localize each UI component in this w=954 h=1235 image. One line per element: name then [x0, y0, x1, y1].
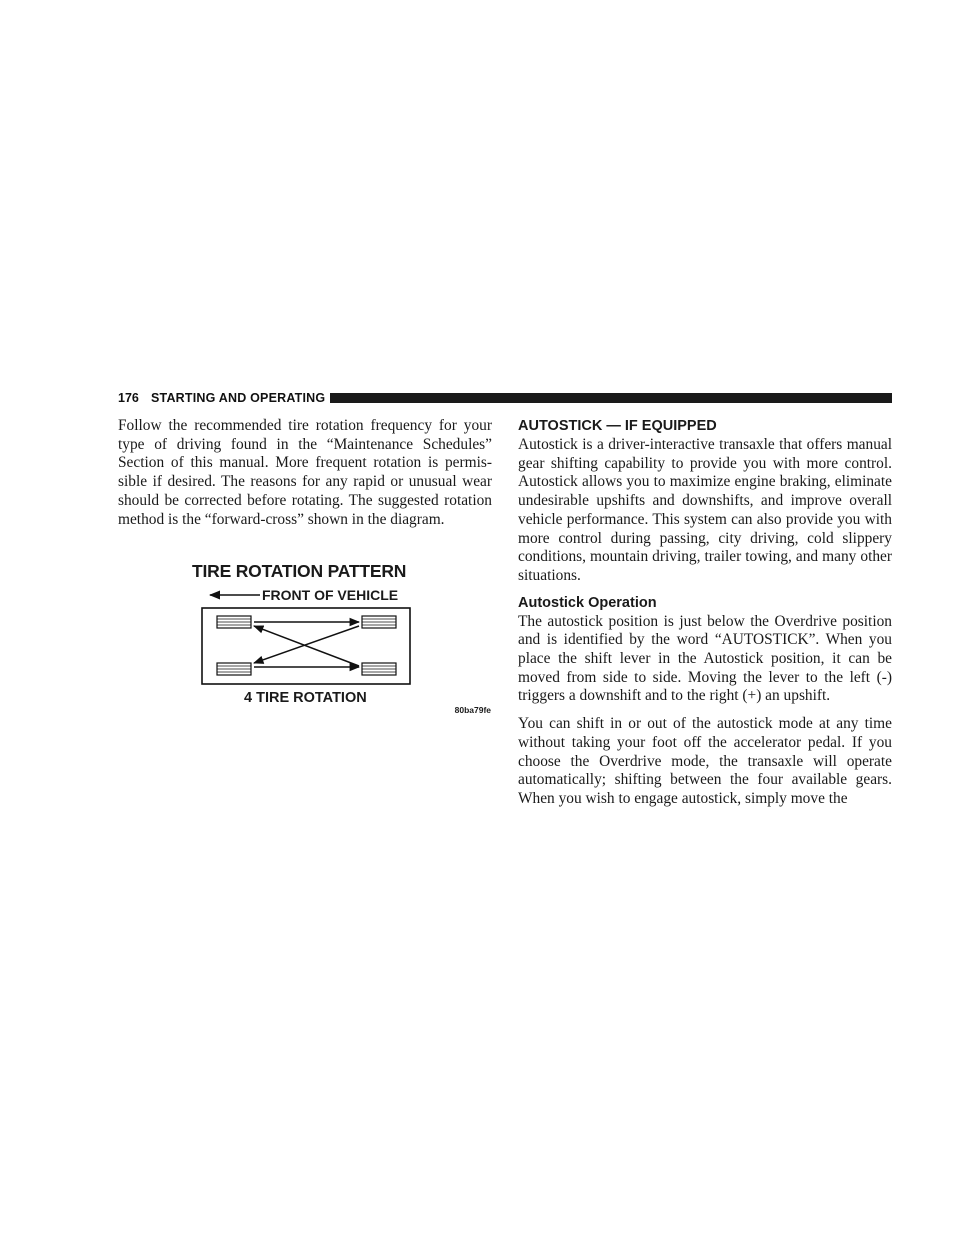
left-column	[118, 417, 492, 529]
figure-caption: 4 TIRE ROTATION	[244, 690, 367, 706]
right-column	[518, 417, 892, 809]
figure-code: 80ba79fe	[454, 705, 491, 715]
tire-rear-right	[362, 663, 396, 675]
intro-paragraph: Follow the recommended tire rotation frequency for your type of driving found in the “Maintenance Schedules” Section of this manual. More frequent rotation is permissible if desired. The reasons for any rapid or unusual wear should be corrected before rotating. The suggested rotation method is the “forward-cross” shown in the diagram.	[118, 417, 492, 528]
section-title: STARTING AND OPERATING	[151, 391, 326, 405]
autostick-paragraph: Autostick is a driver-interactive transaxle that offers manual gear shifting capability to provide you with more control. Autostick allows you to maximize engine braking, eliminate undesirable upshifts and downshifts, and improve overall vehicle performance. This system can also provide you with more control during passing, city driving, cold slippery conditions, mountain driving, trailer towing, and many other situations.	[518, 436, 892, 584]
tire-front-right	[362, 616, 396, 628]
shift-paragraph: You can shift in or out of the autostick mode at any time without taking your foot off the accelerator pedal. If you choose the Overdrive mode, the transaxle will operate automatically; shifting between the four available gears. When you wish to engage autostick, simply move the	[518, 715, 892, 807]
operation-paragraph: The autostick position is just below the Overdrive position and is identified by the word “AUTOSTICK”. When you place the shift lever in the Autostick position, it can be moved from side to side. Moving the lever to the left (-) triggers a downshift and to the right (+) an upshift.	[518, 612, 892, 705]
autostick-operation-heading: Autostick Operation	[518, 594, 657, 611]
front-of-vehicle-label: FRONT OF VEHICLE	[262, 587, 399, 603]
figure-title: TIRE ROTATION PATTERN	[192, 561, 407, 581]
page-header	[118, 390, 892, 406]
header-rule	[330, 393, 892, 403]
page-number: 176	[118, 391, 139, 405]
tire-rear-left	[217, 663, 251, 675]
rotation-arrows	[254, 622, 359, 667]
autostick-heading: AUTOSTICK — IF EQUIPPED	[518, 418, 717, 434]
tire-front-left	[217, 616, 251, 628]
tire-rotation-figure	[190, 558, 492, 718]
